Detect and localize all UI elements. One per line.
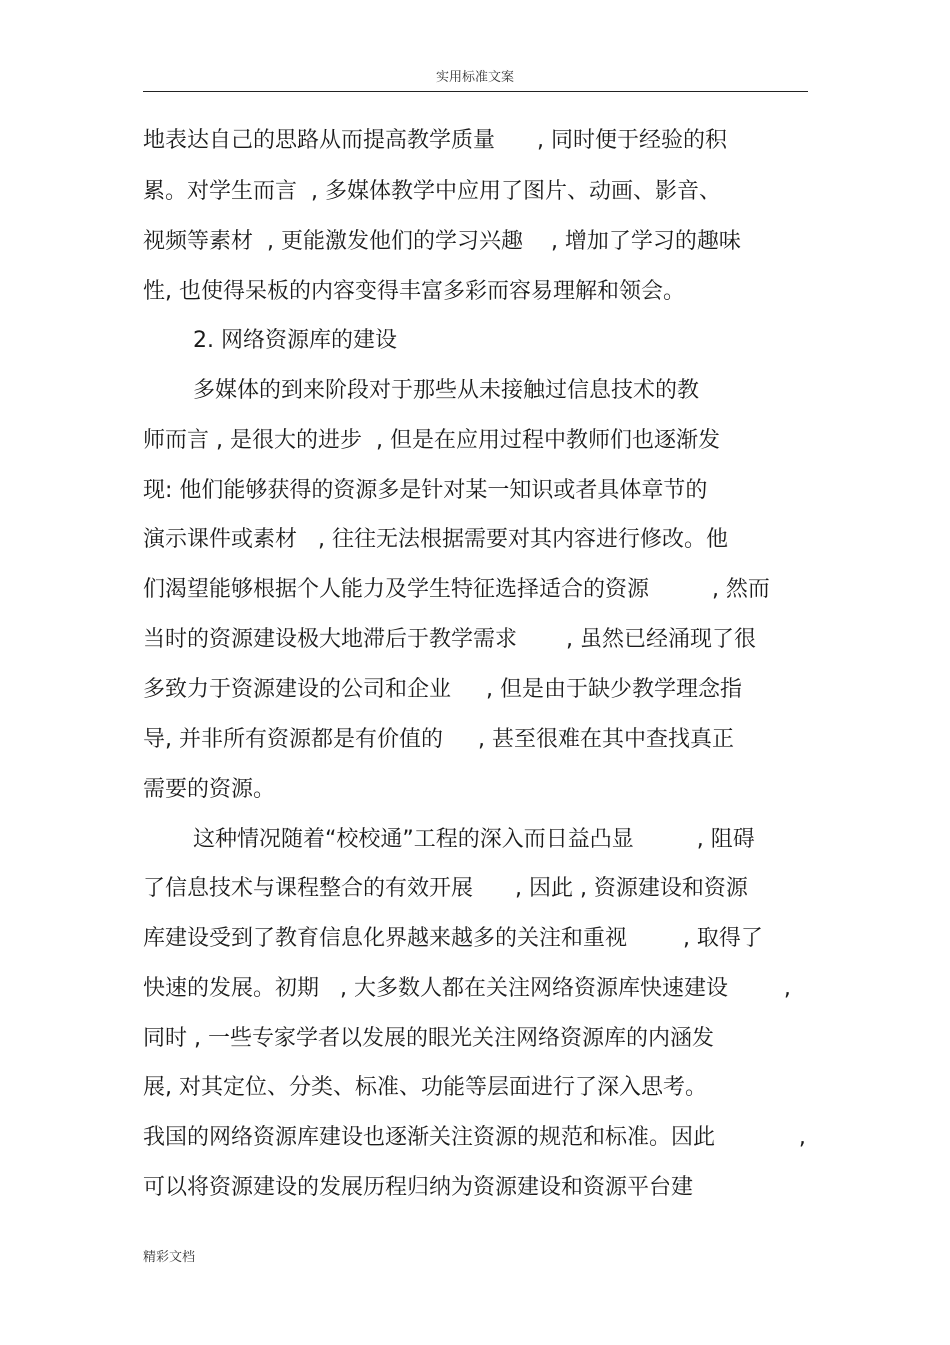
paragraph-line: 这种情况随着“校校通”工程的深入而日益凸显 , 阻碍 <box>193 827 755 852</box>
paragraph-line: 视频等素材 , 更能激发他们的学习兴趣 , 增加了学习的趣味 <box>143 229 741 254</box>
paragraph-line: 师而言 , 是很大的进步 , 但是在应用过程中教师们也逐渐发 <box>143 428 720 453</box>
paragraph-line: 需要的资源。 <box>143 777 276 802</box>
paragraph-line: 现: 他们能够获得的资源多是针对某一知识或者具体章节的 <box>143 478 708 503</box>
section-heading: 2. 网络资源库的建设 <box>193 328 397 353</box>
page-footer: 精彩文档 <box>143 1250 196 1265</box>
paragraph-line: 多致力于资源建设的公司和企业 , 但是由于缺少教学理念指 <box>143 677 742 702</box>
paragraph-line: 演示课件或素材 , 往往无法根据需要对其内容进行修改。他 <box>143 527 728 552</box>
paragraph-line: 库建设受到了教育信息化界越来越多的关注和重视 , 取得了 <box>143 926 763 951</box>
paragraph-line: 多媒体的到来阶段对于那些从未接触过信息技术的教 <box>193 378 700 403</box>
paragraph-line: 可以将资源建设的发展历程归纳为资源建设和资源平台建 <box>143 1175 694 1200</box>
paragraph-line: 快速的发展。初期 , 大多数人都在关注网络资源库快速建设 , <box>143 976 791 1001</box>
paragraph-line: 同时 , 一些专家学者以发展的眼光关注网络资源库的内涵发 <box>143 1026 714 1051</box>
paragraph-line: 们渴望能够根据个人能力及学生特征选择适合的资源 , 然而 <box>143 577 770 602</box>
paragraph-line: 导, 并非所有资源都是有价值的 , 甚至很难在其中查找真正 <box>143 727 734 752</box>
paragraph-line: 累。对学生而言 , 多媒体教学中应用了图片、动画、影音、 <box>143 179 721 204</box>
page-header: 实用标准文案 <box>435 70 514 85</box>
paragraph-line: 性, 也使得呆板的内容变得丰富多彩而容易理解和领会。 <box>143 279 685 304</box>
paragraph-line: 当时的资源建设极大地滞后于教学需求 , 虽然已经涌现了很 <box>143 627 756 652</box>
paragraph-line: 展, 对其定位、分类、标准、功能等层面进行了深入思考。 <box>143 1075 707 1100</box>
paragraph-line: 我国的网络资源库建设也逐渐关注资源的规范和标准。因此 , <box>143 1125 806 1150</box>
paragraph-line: 了信息技术与课程整合的有效开展 , 因此 , 资源建设和资源 <box>143 876 748 901</box>
paragraph-line: 地表达自己的思路从而提高教学质量 , 同时便于经验的积 <box>143 128 727 153</box>
